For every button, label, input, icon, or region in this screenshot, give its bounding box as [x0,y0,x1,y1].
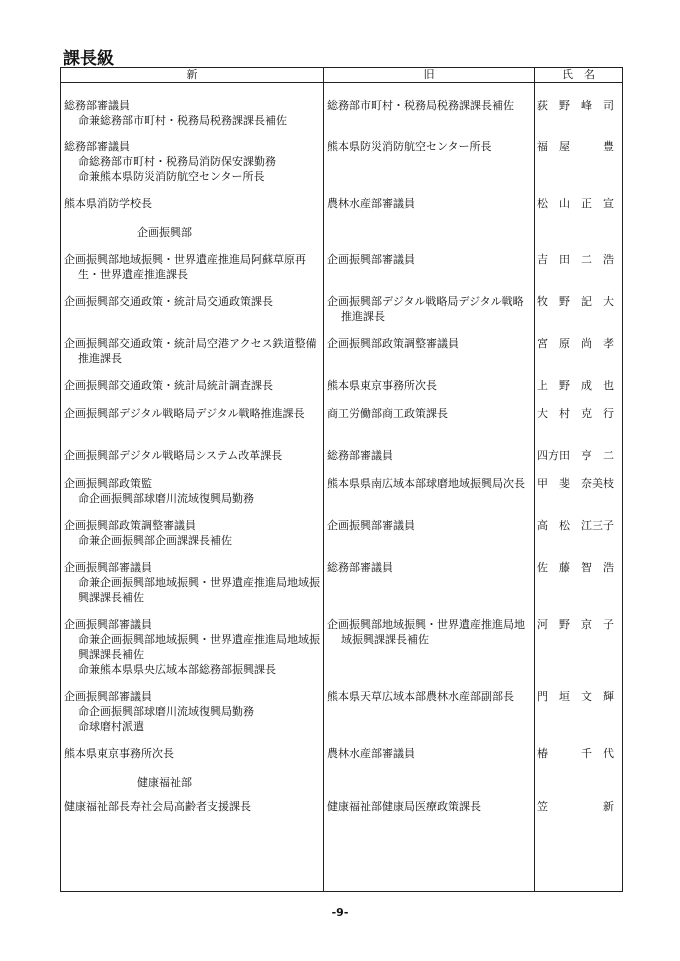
person-name: 四方田 亨 二 [537,449,614,462]
person-name: 甲 斐 奈美枝 [537,477,614,490]
person-name: 松 山 正 宣 [537,197,614,210]
old-position-title: 健康福祉部健康局医療政策課長 [327,800,481,813]
new-position-title: 企画振興部地域振興・世界遺産推進局阿蘇草原再生・世界遺産推進課長 [64,253,306,281]
section-heading: 健康福祉部 [137,776,192,789]
new-position-assignment: 命兼企画振興部企画課課長補佐 [78,534,232,547]
new-position-cell [64,617,322,677]
person-name: 牧 野 記 大 [537,295,614,308]
new-position-cell [64,252,322,282]
new-position-cell [64,406,322,421]
page-number: -9- [331,906,349,919]
new-position-cell [64,448,322,463]
new-position-cell [64,98,322,128]
new-position-cell [64,336,322,366]
person-name: 宮 原 尚 孝 [537,337,614,350]
new-position-title: 総務部審議員 [64,99,130,112]
new-position-title: 企画振興部審議員 [64,618,152,631]
new-position-assignment: 命球磨村派遣 [78,720,144,733]
person-name: 椿 千 代 [537,747,614,760]
old-position-title: 企画振興部デジタル戦略局デジタル戦略推進課長 [327,295,524,323]
old-position-cell [327,476,533,491]
page-title: 課長級 [63,49,114,69]
old-position-cell [327,406,533,421]
new-position-title: 企画振興部交通政策・統計局空港アクセス鉄道整備推進課長 [64,337,317,365]
old-position-title: 企画振興部審議員 [327,519,415,532]
new-position-title: 健康福祉部長寿社会局高齢者支援課長 [64,800,251,813]
person-name: 大 村 克 行 [537,407,614,420]
old-position-cell [327,378,533,393]
old-position-title: 企画振興部審議員 [327,253,415,266]
old-position-cell [327,448,533,463]
column-divider-2 [534,68,535,891]
new-position-title: 企画振興部審議員 [64,561,152,574]
header-divider [61,82,622,83]
person-name: 笠 新 [537,800,614,813]
old-position-title: 総務部審議員 [327,561,393,574]
new-position-cell [64,689,322,734]
old-position-title: 企画振興部地域振興・世界遺産推進局地域振興課課長補佐 [327,618,525,646]
new-position-assignment: 命兼総務部市町村・税務局税務課課長補佐 [78,114,287,127]
new-position-cell [64,746,322,761]
old-position-cell [327,252,533,267]
new-position-assignment: 命兼熊本県県央広域本部総務部振興課長 [78,663,276,676]
new-position-assignment: 命兼熊本県防災消防航空センター所長 [78,170,265,183]
header-new: 新 [186,68,198,81]
old-position-cell [327,196,533,211]
old-position-title: 企画振興部政策調整審議員 [327,337,459,350]
new-position-title: 熊本県東京事務所次長 [64,747,174,760]
old-position-cell [327,518,533,533]
person-name: 佐 藤 智 浩 [537,561,614,574]
person-name: 門 垣 文 輝 [537,690,614,703]
new-position-title: 熊本県消防学校長 [64,197,152,210]
person-name: 吉 田 二 浩 [537,253,614,266]
new-position-title: 企画振興部政策調整審議員 [64,519,196,532]
new-position-assignment: 命企画振興部球磨川流域復興局勤務 [78,705,254,718]
new-position-cell [64,294,322,309]
old-position-title: 農林水産部審議員 [327,747,415,760]
new-position-assignment: 命総務部市町村・税務局消防保安課勤務 [78,155,276,168]
new-position-assignment: 命兼企画振興部地域振興・世界遺産推進局地域振興課課長補佐 [78,576,320,604]
new-position-assignment: 命兼企画振興部地域振興・世界遺産推進局地域振興課課長補佐 [78,633,320,661]
old-position-title: 総務部市町村・税務局税務課課長補佐 [327,99,514,112]
section-heading: 企画振興部 [137,226,192,239]
person-name: 高 松 江三子 [537,519,614,532]
old-position-cell [327,746,533,761]
new-position-title: 総務部審議員 [64,140,130,153]
new-position-cell [64,476,322,506]
old-position-title: 熊本県天草広域本部農林水産部副部長 [327,690,514,703]
old-position-cell [327,139,533,154]
new-position-cell [64,799,322,814]
person-name: 上 野 成 也 [537,379,614,392]
old-position-cell [327,799,533,814]
person-name: 荻 野 峰 司 [537,99,614,112]
old-position-title: 商工労働部商工政策課長 [327,407,448,420]
new-position-cell [64,560,322,605]
new-position-title: 企画振興部審議員 [64,690,152,703]
old-position-title: 熊本県県南広域本部球磨地域振興局次長 [327,477,525,490]
new-position-title: 企画振興部政策監 [64,477,152,490]
new-position-title: 企画振興部交通政策・統計局統計調査課長 [64,379,273,392]
new-position-cell [64,378,322,393]
old-position-title: 農林水産部審議員 [327,197,415,210]
new-position-cell [64,139,322,184]
old-position-title: 熊本県東京事務所次長 [327,379,437,392]
person-name: 河 野 京 子 [537,618,614,631]
old-position-cell [327,294,533,324]
new-position-cell [64,196,322,211]
header-name: 氏 名 [562,68,595,81]
old-position-cell [327,617,533,647]
old-position-cell [327,689,533,704]
old-position-cell [327,560,533,575]
new-position-title: 企画振興部交通政策・統計局交通政策課長 [64,295,273,308]
new-position-title: 企画振興部デジタル戦略局システム改革課長 [64,449,283,462]
personnel-table [60,67,623,892]
old-position-cell [327,98,533,113]
person-name: 福 屋 豊 [537,140,614,153]
old-position-title: 総務部審議員 [327,449,393,462]
column-divider-1 [323,68,324,891]
new-position-assignment: 命企画振興部球磨川流域復興局勤務 [78,492,254,505]
header-old: 旧 [423,68,435,81]
new-position-title: 企画振興部デジタル戦略局デジタル戦略推進課長 [64,407,305,420]
new-position-cell [64,518,322,548]
old-position-cell [327,336,533,351]
old-position-title: 熊本県防災消防航空センター所長 [327,140,492,153]
